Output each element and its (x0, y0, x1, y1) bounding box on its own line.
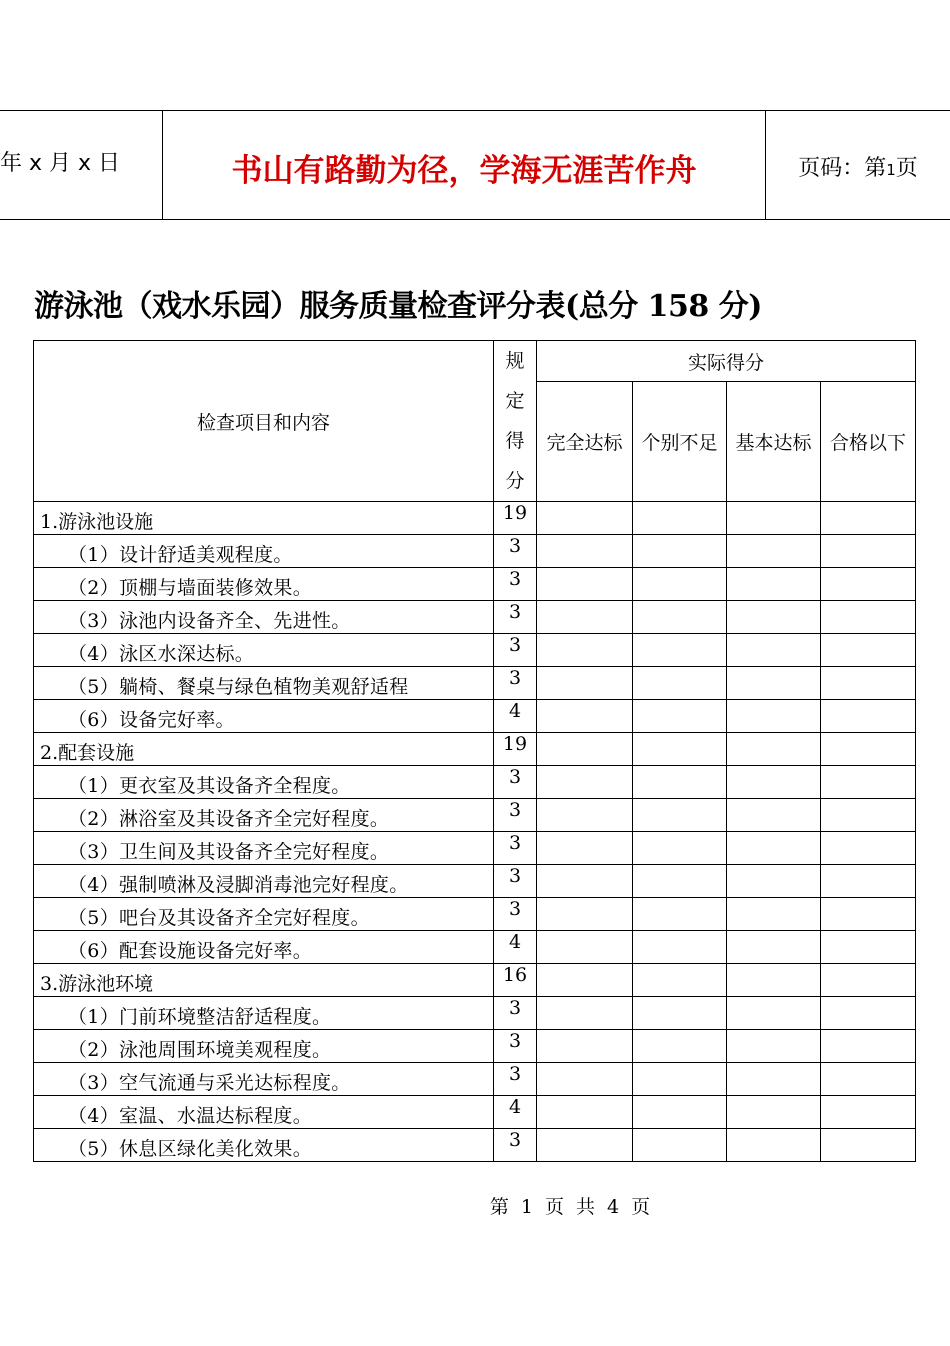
header-date: 年 x 月 x 日 (0, 151, 121, 176)
table-header-row (34, 341, 916, 382)
score-partial-cell[interactable] (633, 997, 727, 1030)
score-partial-cell[interactable] (633, 634, 727, 667)
score-full-cell[interactable] (537, 766, 633, 799)
score-partial-cell[interactable] (633, 964, 727, 997)
score-basic-cell[interactable] (727, 601, 821, 634)
score-below-cell[interactable] (821, 733, 916, 766)
score-full-cell[interactable] (537, 568, 633, 601)
score-partial-cell[interactable] (633, 898, 727, 931)
item-cell: （3）空气流通与采光达标程度。 (34, 1063, 494, 1096)
header-motto: 书山有路勤为径，学海无涯苦作舟 (231, 153, 697, 189)
points-cell: 3 (494, 601, 537, 634)
score-full-cell[interactable] (537, 1030, 633, 1063)
score-partial-cell[interactable] (633, 1096, 727, 1129)
table-row (34, 1129, 916, 1162)
table-row (34, 1096, 916, 1129)
points-cell: 3 (494, 799, 537, 832)
header-actual-cell: 实际得分 (537, 341, 916, 382)
section-heading-cell: 3.游泳池环境 (34, 964, 494, 997)
header-bottom-rule (0, 219, 950, 220)
score-partial-cell[interactable] (633, 1063, 727, 1096)
score-partial-cell[interactable] (633, 568, 727, 601)
header-points-char: 规 (505, 350, 525, 372)
table-row (34, 634, 916, 667)
header-top-rule (0, 110, 950, 111)
score-basic-cell[interactable] (727, 1063, 821, 1096)
score-basic-cell[interactable] (727, 634, 821, 667)
table-row (34, 931, 916, 964)
page-number: 1 (886, 161, 896, 179)
score-basic-cell[interactable] (727, 502, 821, 535)
item-cell: （2）泳池周围环境美观程度。 (34, 1030, 494, 1063)
score-below-cell[interactable] (821, 832, 916, 865)
score-basic-cell[interactable] (727, 1096, 821, 1129)
table-row (34, 502, 916, 535)
score-basic-cell[interactable] (727, 1030, 821, 1063)
score-basic-cell[interactable] (727, 931, 821, 964)
score-below-cell[interactable] (821, 997, 916, 1030)
score-below-cell[interactable] (821, 1063, 916, 1096)
score-partial-cell[interactable] (633, 535, 727, 568)
header-points-cell (494, 341, 537, 502)
score-basic-cell[interactable] (727, 865, 821, 898)
table-row (34, 733, 916, 766)
points-cell: 3 (494, 766, 537, 799)
points-cell: 3 (494, 634, 537, 667)
table-row (34, 832, 916, 865)
score-below-cell[interactable] (821, 535, 916, 568)
table-row (34, 964, 916, 997)
points-cell: 3 (494, 535, 537, 568)
table-row (34, 1030, 916, 1063)
score-below-cell[interactable] (821, 700, 916, 733)
points-cell: 3 (494, 1063, 537, 1096)
item-cell: （4）强制喷淋及浸脚消毒池完好程度。 (34, 865, 494, 898)
score-basic-cell[interactable] (727, 964, 821, 997)
score-partial-cell[interactable] (633, 1129, 727, 1162)
document-title: 游泳池（戏水乐园）服务质量检查评分表(总分 158 分) (34, 289, 762, 324)
score-partial-cell[interactable] (633, 733, 727, 766)
page-suffix: 页 (895, 156, 918, 181)
item-cell: （2）顶棚与墙面装修效果。 (34, 568, 494, 601)
score-below-cell[interactable] (821, 1129, 916, 1162)
item-cell: （3）卫生间及其设备齐全完好程度。 (34, 832, 494, 865)
score-below-cell[interactable] (821, 766, 916, 799)
page-footer: 第 1 页 共 4 页 (489, 1196, 651, 1218)
item-cell: （5）休息区绿化美化效果。 (34, 1129, 494, 1162)
item-cell: （5）躺椅、餐桌与绿色植物美观舒适程 (34, 667, 494, 700)
score-partial-cell[interactable] (633, 667, 727, 700)
item-cell: （1）门前环境整洁舒适程度。 (34, 997, 494, 1030)
score-below-cell[interactable] (821, 865, 916, 898)
points-cell: 3 (494, 997, 537, 1030)
score-below-cell[interactable] (821, 634, 916, 667)
points-cell: 3 (494, 667, 537, 700)
score-basic-cell[interactable] (727, 799, 821, 832)
score-below-cell[interactable] (821, 601, 916, 634)
section-heading-cell: 2.配套设施 (34, 733, 494, 766)
item-cell: （2）淋浴室及其设备齐全完好程度。 (34, 799, 494, 832)
score-full-cell[interactable] (537, 700, 633, 733)
points-cell: 3 (494, 1129, 537, 1162)
header-page-indicator (766, 151, 950, 182)
score-full-cell[interactable] (537, 964, 633, 997)
score-partial-cell[interactable] (633, 931, 727, 964)
item-cell: （5）吧台及其设备齐全完好程度。 (34, 898, 494, 931)
table-row (34, 601, 916, 634)
points-cell: 3 (494, 898, 537, 931)
score-below-cell[interactable] (821, 667, 916, 700)
table-row (34, 1063, 916, 1096)
score-full-cell[interactable] (537, 865, 633, 898)
item-cell: （3）泳池内设备齐全、先进性。 (34, 601, 494, 634)
score-full-cell[interactable] (537, 799, 633, 832)
score-full-cell[interactable] (537, 667, 633, 700)
score-below-cell[interactable] (821, 799, 916, 832)
table-row (34, 865, 916, 898)
item-cell: （4）室温、水温达标程度。 (34, 1096, 494, 1129)
table-row (34, 766, 916, 799)
score-full-cell[interactable] (537, 733, 633, 766)
header-item-cell: 检查项目和内容 (34, 341, 494, 502)
points-cell: 16 (494, 964, 537, 997)
score-full-cell[interactable] (537, 1063, 633, 1096)
score-full-cell[interactable] (537, 634, 633, 667)
item-cell: （6）配套设施设备完好率。 (34, 931, 494, 964)
score-full-cell[interactable] (537, 601, 633, 634)
points-cell: 4 (494, 1096, 537, 1129)
table-row (34, 667, 916, 700)
points-cell: 3 (494, 568, 537, 601)
item-cell: （1）更衣室及其设备齐全程度。 (34, 766, 494, 799)
table-row (34, 997, 916, 1030)
points-cell: 19 (494, 733, 537, 766)
score-basic-cell[interactable] (727, 766, 821, 799)
score-basic-cell[interactable] (727, 1129, 821, 1162)
score-basic-cell[interactable] (727, 832, 821, 865)
points-cell: 3 (494, 832, 537, 865)
score-below-cell[interactable] (821, 964, 916, 997)
score-basic-cell[interactable] (727, 535, 821, 568)
points-cell: 3 (494, 865, 537, 898)
score-basic-cell[interactable] (727, 568, 821, 601)
score-partial-cell[interactable] (633, 799, 727, 832)
header-points-char: 得 (505, 430, 525, 452)
score-full-cell[interactable] (537, 1096, 633, 1129)
subheader-basic: 基本达标 (727, 382, 821, 502)
score-below-cell[interactable] (821, 568, 916, 601)
item-cell: （1）设计舒适美观程度。 (34, 535, 494, 568)
subheader-partial: 个别不足 (633, 382, 727, 502)
score-below-cell[interactable] (821, 931, 916, 964)
score-table (33, 340, 916, 1162)
score-below-cell[interactable] (821, 1096, 916, 1129)
subheader-below: 合格以下 (821, 382, 916, 502)
score-partial-cell[interactable] (633, 502, 727, 535)
score-partial-cell[interactable] (633, 601, 727, 634)
section-heading-cell: 1.游泳池设施 (34, 502, 494, 535)
points-cell: 19 (494, 502, 537, 535)
score-partial-cell[interactable] (633, 865, 727, 898)
score-full-cell[interactable] (537, 997, 633, 1030)
item-cell: （6）设备完好率。 (34, 700, 494, 733)
points-cell: 3 (494, 1030, 537, 1063)
score-full-cell[interactable] (537, 832, 633, 865)
score-basic-cell[interactable] (727, 997, 821, 1030)
table-row (34, 898, 916, 931)
points-cell: 4 (494, 931, 537, 964)
table-row (34, 535, 916, 568)
points-cell: 4 (494, 700, 537, 733)
score-full-cell[interactable] (537, 1129, 633, 1162)
score-basic-cell[interactable] (727, 700, 821, 733)
score-basic-cell[interactable] (727, 733, 821, 766)
score-below-cell[interactable] (821, 1030, 916, 1063)
table-row (34, 568, 916, 601)
score-full-cell[interactable] (537, 502, 633, 535)
header-points-char: 分 (505, 470, 525, 492)
header-points-char: 定 (505, 390, 525, 412)
score-basic-cell[interactable] (727, 898, 821, 931)
table-row (34, 799, 916, 832)
score-full-cell[interactable] (537, 898, 633, 931)
item-cell: （4）泳区水深达标。 (34, 634, 494, 667)
subheader-full: 完全达标 (537, 382, 633, 502)
score-full-cell[interactable] (537, 931, 633, 964)
score-below-cell[interactable] (821, 502, 916, 535)
score-partial-cell[interactable] (633, 766, 727, 799)
score-partial-cell[interactable] (633, 700, 727, 733)
score-basic-cell[interactable] (727, 667, 821, 700)
score-full-cell[interactable] (537, 535, 633, 568)
score-partial-cell[interactable] (633, 832, 727, 865)
table-row (34, 700, 916, 733)
score-partial-cell[interactable] (633, 1030, 727, 1063)
score-below-cell[interactable] (821, 898, 916, 931)
page-label: 页码：第 (798, 156, 887, 181)
